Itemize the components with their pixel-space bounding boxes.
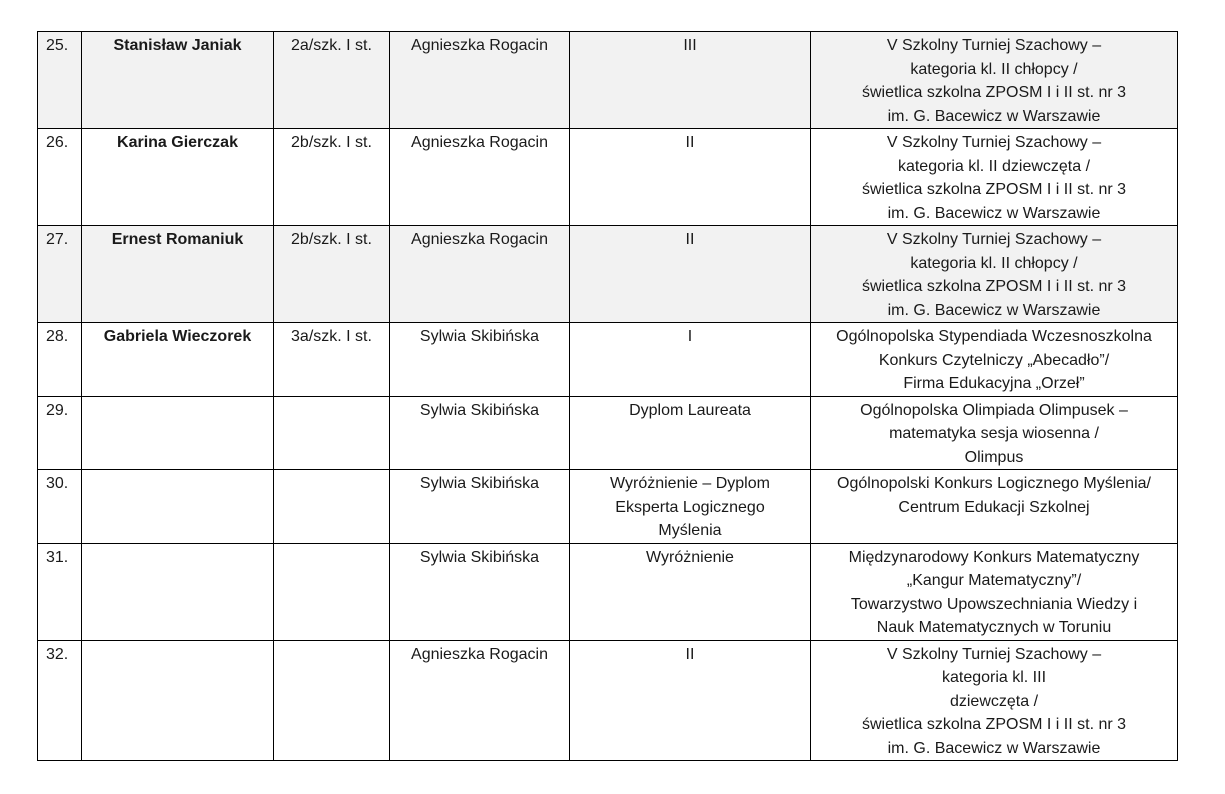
results-table [37, 31, 1178, 761]
table-row [38, 129, 1178, 226]
teacher-name: Agnieszka Rogacin [390, 32, 570, 129]
contest-description: Międzynarodowy Konkurs Matematyczny „Kangur Matematyczny”/ Towarzystwo Upowszechniania Wiedzy i Nauk Matematycznych w Toruniu [811, 543, 1178, 640]
table-row [38, 640, 1178, 761]
teacher-name: Agnieszka Rogacin [390, 226, 570, 323]
student-class: 2a/szk. I st. [274, 32, 390, 129]
award: III [570, 32, 811, 129]
teacher-name: Agnieszka Rogacin [390, 129, 570, 226]
student-class [274, 640, 390, 761]
row-number: 27. [38, 226, 82, 323]
row-number: 25. [38, 32, 82, 129]
student-name [82, 543, 274, 640]
student-name: Karina Gierczak [82, 129, 274, 226]
table-row [38, 32, 1178, 129]
teacher-name: Sylwia Skibińska [390, 470, 570, 544]
award: Dyplom Laureata [570, 396, 811, 470]
student-class: 2b/szk. I st. [274, 129, 390, 226]
student-name [82, 640, 274, 761]
student-name: Gabriela Wieczorek [82, 323, 274, 397]
award: II [570, 640, 811, 761]
contest-description: Ogólnopolski Konkurs Logicznego Myślenia/ Centrum Edukacji Szkolnej [811, 470, 1178, 544]
table-row [38, 470, 1178, 544]
student-class: 2b/szk. I st. [274, 226, 390, 323]
student-name [82, 470, 274, 544]
teacher-name: Sylwia Skibińska [390, 323, 570, 397]
contest-description: V Szkolny Turniej Szachowy – kategoria kl. II chłopcy / świetlica szkolna ZPOSM I i II st. nr 3 im. G. Bacewicz w Warszawie [811, 226, 1178, 323]
student-name: Stanisław Janiak [82, 32, 274, 129]
teacher-name: Agnieszka Rogacin [390, 640, 570, 761]
teacher-name: Sylwia Skibińska [390, 396, 570, 470]
table-row [38, 543, 1178, 640]
row-number: 31. [38, 543, 82, 640]
award: II [570, 226, 811, 323]
student-name [82, 396, 274, 470]
student-class [274, 396, 390, 470]
award: II [570, 129, 811, 226]
row-number: 26. [38, 129, 82, 226]
row-number: 29. [38, 396, 82, 470]
award: Wyróżnienie [570, 543, 811, 640]
student-class [274, 543, 390, 640]
award: Wyróżnienie – Dyplom Eksperta Logicznego Myślenia [570, 470, 811, 544]
teacher-name: Sylwia Skibińska [390, 543, 570, 640]
row-number: 30. [38, 470, 82, 544]
student-class [274, 470, 390, 544]
row-number: 32. [38, 640, 82, 761]
contest-description: V Szkolny Turniej Szachowy – kategoria kl. II chłopcy / świetlica szkolna ZPOSM I i II st. nr 3 im. G. Bacewicz w Warszawie [811, 32, 1178, 129]
contest-description: V Szkolny Turniej Szachowy – kategoria kl. II dziewczęta / świetlica szkolna ZPOSM I i II st. nr 3 im. G. Bacewicz w Warszawie [811, 129, 1178, 226]
row-number: 28. [38, 323, 82, 397]
contest-description: Ogólnopolska Stypendiada Wczesnoszkolna Konkurs Czytelniczy „Abecadło”/ Firma Edukacyjna „Orzeł” [811, 323, 1178, 397]
contest-description: Ogólnopolska Olimpiada Olimpusek – matematyka sesja wiosenna / Olimpus [811, 396, 1178, 470]
student-class: 3a/szk. I st. [274, 323, 390, 397]
contest-description: V Szkolny Turniej Szachowy – kategoria kl. III dziewczęta / świetlica szkolna ZPOSM I i II st. nr 3 im. G. Bacewicz w Warszawie [811, 640, 1178, 761]
table-row [38, 396, 1178, 470]
student-name: Ernest Romaniuk [82, 226, 274, 323]
table-row [38, 226, 1178, 323]
award: I [570, 323, 811, 397]
table-row [38, 323, 1178, 397]
results-table-body [38, 32, 1178, 761]
